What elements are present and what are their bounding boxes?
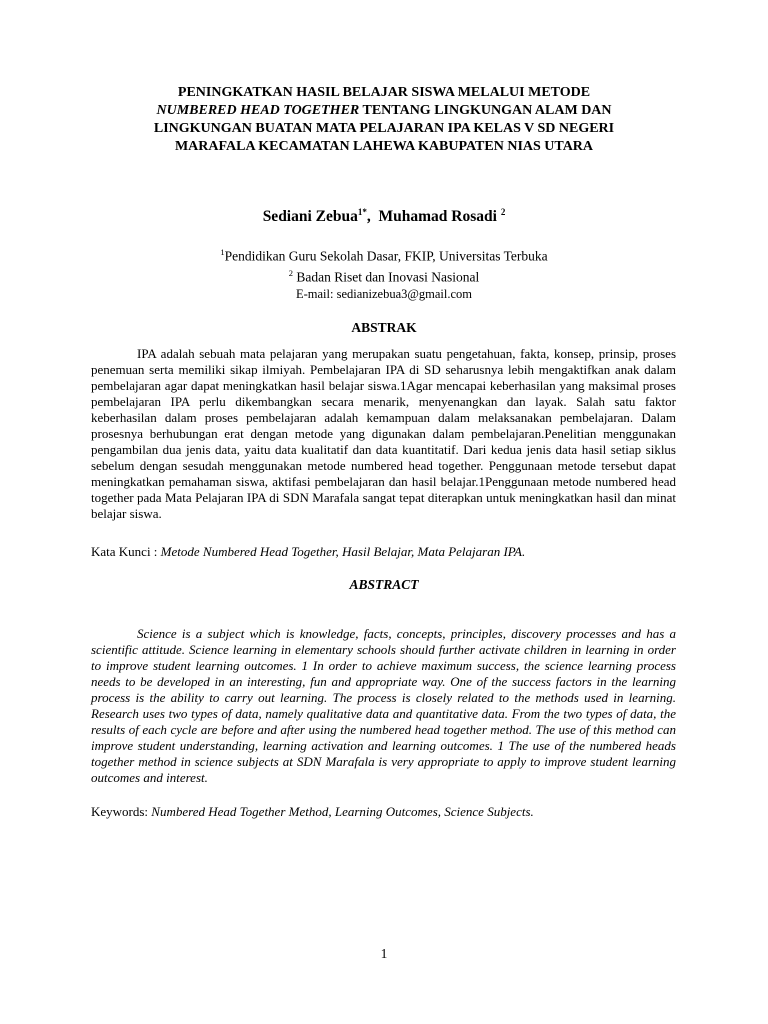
- kata-kunci: [91, 544, 676, 560]
- abstrak-body-text: IPA adalah sebuah mata pelajaran yang merupakan suatu pengetahuan, fakta, konsep, prinsip, proses penemuan serta memiliki sikap ilmiyah. Pembelajaran IPA di SD seharusnya lebih mengaktifkan anak dalam pembelajaran agar dapat meningkatkan hasil belajar siswa.1Agar mencapai keberhasilan yang maksimal proses pembelajaran IPA perlu dikembangkan secara menarik, menyenangkan dan layak. Salah satu faktor keberhasilan dalam proses pembelajaran adalah kemampuan dalam melaksanakan pembelajaran. Dalam prosesnya berhubungan erat dengan metode yang digunakan dalam pembelajaran.Penelitian menggunakan pengambilan dua jenis data, yaitu data kualitatif dan data kuantitatif. Dari kedua jenis data hasil setiap siklus sebelum dengan sesudah menggunakan metode numbered head together. Penggunaan metode tersebut dapat meningkatkan pemahaman siswa, aktifasi pembelajaran dan hasil belajar.1Penggunaan metode numbered head together pada Mata Pelajaran IPA di SDN Marafala sangat tepat diterapkan untuk meningkatkan hasil dan minat belajar siswa.: [91, 346, 676, 521]
- keywords-label: Keywords:: [91, 804, 152, 819]
- affiliation-2: [90, 265, 678, 286]
- title-line-4: MARAFALA KECAMATAN LAHEWA KABUPATEN NIAS UTARA: [174, 139, 594, 154]
- abstract-heading: ABSTRACT: [349, 577, 419, 592]
- author-2-superscript: 2: [500, 207, 506, 217]
- page-number: 1: [380, 946, 388, 961]
- title-line-1: PENINGKATKAN HASIL BELAJAR SISWA MELALUI METODE: [177, 85, 591, 100]
- affiliation-1-text: Pendidikan Guru Sekolah Dasar, FKIP, Universitas Terbuka: [224, 248, 548, 264]
- abstrak-heading: ABSTRAK: [351, 320, 417, 335]
- title-line-3: LINGKUNGAN BUATAN MATA PELAJARAN IPA KELAS V SD NEGERI: [153, 121, 615, 136]
- abstract-body-text: Science is a subject which is knowledge, facts, concepts, principles, discovery processes and has a scientific attitude. Science learning in elementary schools should further activate children in learning in order to improve student learning outcomes. 1 In order to achieve maximum success, the science learning process needs to be developed in an interesting, fun and appropriate way. One of the success factors in the learning process is the ability to carry out learning. The process is closely related to the methods used in learning. Research uses two types of data, namely qualitative data and quantitative data. From the two types of data, the results of each cycle are before and after using the numbered head together method. The use of this method can improve student understanding, learning activation and learning outcomes. 1 The use of the numbered heads together method in science subjects at SDN Marafala is very appropriate to apply to improve student learning outcomes and interest.: [91, 626, 676, 785]
- author-list: [90, 207, 678, 226]
- abstrak-body: [91, 346, 676, 522]
- kata-kunci-terms: Metode Numbered Head Together, Hasil Belajar, Mata Pelajaran IPA.: [160, 544, 526, 559]
- title-line-2: [90, 102, 678, 120]
- affiliations: [90, 244, 678, 303]
- affiliation-1: [90, 244, 678, 265]
- author-separator: ,: [366, 208, 379, 226]
- author-2: Muhamad Rosadi: [378, 208, 501, 226]
- keywords: [91, 804, 676, 820]
- author-email: E-mail: sedianizebua3@gmail.com: [295, 287, 473, 301]
- title-line-2-rest: TENTANG LINGKUNGAN ALAM DAN: [359, 103, 612, 118]
- affiliation-2-text: Badan Riset dan Inovasi Nasional: [292, 269, 480, 285]
- affiliation-1-superscript: 1: [220, 247, 225, 257]
- keywords-terms: Numbered Head Together Method, Learning Outcomes, Science Subjects.: [151, 804, 534, 819]
- affiliation-2-superscript: 2: [288, 268, 293, 278]
- paper-title: [90, 84, 678, 156]
- abstract-body: [91, 626, 676, 786]
- author-1: Sediani Zebua: [262, 208, 358, 226]
- title-italic-term: NUMBERED HEAD TOGETHER: [156, 103, 360, 118]
- kata-kunci-label: Kata Kunci :: [91, 544, 161, 559]
- author-1-superscript: 1*: [357, 207, 367, 217]
